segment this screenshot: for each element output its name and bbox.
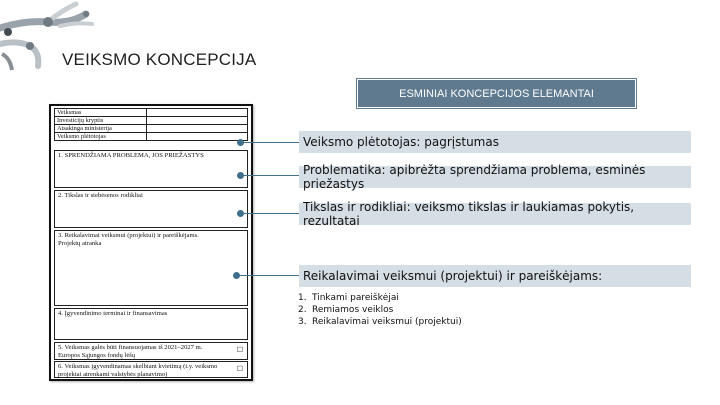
connector-line [241, 213, 299, 214]
list-item: 2. Remiamos veiklos [298, 305, 394, 315]
element-bar-developer: Veiksmo plėtotojas: pagrįstumas [299, 131, 691, 153]
connector-line [241, 175, 299, 176]
table-cell: Veiksmas [55, 109, 147, 117]
doc-section-6: 6. Veiksmas įgyvendinamas skelbiant kvietimą (t.y. veiksmo projektai atrenkami valstybės planavimo) ☐ [54, 361, 248, 378]
doc-section-4: 4. Įgyvendinimo terminai ir finansavimas [54, 308, 248, 340]
header-label: ESMINIAI KONCEPCIJOS ELEMANTAI [399, 87, 594, 100]
slide-title: VEIKSMO KONCEPCIJA [62, 50, 257, 69]
connector-line [241, 142, 299, 143]
requirements-list [298, 292, 462, 328]
checkbox-icon: ☐ [236, 365, 243, 373]
table-row [55, 125, 248, 133]
table-cell: Veiksmo plėtotojas [55, 133, 147, 141]
table-row [55, 133, 248, 141]
list-item: 1. Tinkami pareiškėjai [298, 293, 399, 303]
table-row [55, 117, 248, 125]
table-cell: Atsakinga ministerija [55, 125, 147, 133]
doc-section-3: 3. Reikalavimai veiksmui (projektui) ir pareiškėjams. Projektų atranka [54, 230, 248, 306]
list-item: 3. Reikalavimai veiksmui (projektui) [298, 317, 462, 327]
document-preview [49, 104, 253, 381]
connector-line [237, 275, 299, 276]
doc-section-5: 5. Veiksmas galės būti finansuojamas iš 2021–2027 m. Europos Sąjungos fondų lėšų ☐ [54, 342, 248, 360]
table-cell: Investicijų kryptis [55, 117, 147, 125]
doc-info-table [54, 108, 248, 141]
doc-section-2: 2. Tikslas ir stebėsenos rodikliai [54, 190, 248, 228]
element-bar-requirements: Reikalavimai veiksmui (projektui) ir pareiškėjams: [299, 265, 691, 287]
table-row [55, 109, 248, 117]
doc-section-1: 1. SPRENDŽIAMA PROBLEMA, JOS PRIEŽASTYS [54, 150, 248, 188]
checkbox-icon: ☐ [236, 346, 243, 354]
element-bar-problem: Problematika: apibrėžta sprendžiama problema, esminės priežastys [299, 166, 691, 188]
header-box [357, 79, 636, 108]
element-bar-goal: Tikslas ir rodikliai: veiksmo tikslas ir laukiamas pokytis, rezultatai [299, 203, 691, 225]
